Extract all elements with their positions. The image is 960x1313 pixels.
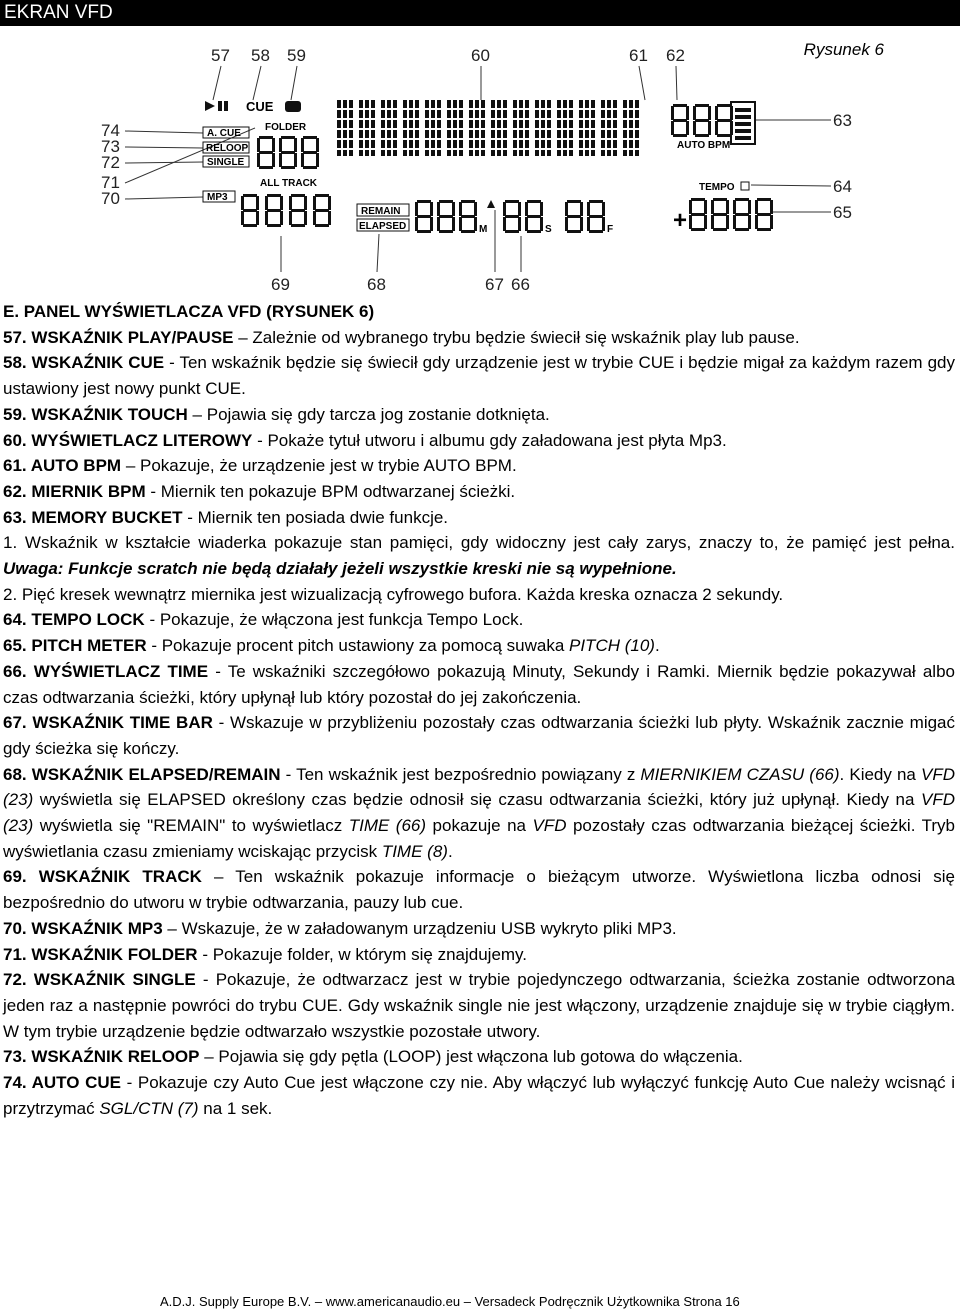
callout-68: 68 xyxy=(367,275,386,294)
callout-64: 64 xyxy=(833,177,852,196)
vfd-display-figure xyxy=(95,40,870,295)
item-71: 71. WSKAŹNIK FOLDER - Pokazuje folder, w którym się znajdujemy. xyxy=(3,944,528,964)
item-72: 72. WSKAŹNIK SINGLE - Pokazuje, że odtwarzacz jest w trybie pojedynczego odtwarzania, ścieżka zostanie odtworzona jeden raz a następnie powróci do trybu CUE. Gdy wskaźnik single nie jest włączony, urządzenie znajduje się w trybie ciągłym. W tym trybie urządzenie będzie odtwarzało wszystkie pozostałe utwory. xyxy=(3,970,955,1041)
item-57: 57. WSKAŹNIK PLAY/PAUSE – Zależnie od wybranego trybu będzie świecił się wskaźnik play lub pause. xyxy=(3,327,800,347)
frames-label: F xyxy=(607,224,614,235)
elapsed-indicator: ELAPSED xyxy=(359,221,407,232)
remain-indicator: REMAIN xyxy=(361,206,401,217)
callout-59: 59 xyxy=(287,46,306,65)
item-60: 60. WYŚWIETLACZ LITEROWY - Pokaże tytuł utworu i albumu gdy załadowana jest płyta Mp3. xyxy=(3,430,727,450)
tempo-indicator: TEMPO xyxy=(699,182,735,193)
scratch-warning: Uwaga: Funkcje scratch nie będą działały jeżeli wszystkie kreski nie są wypełnione. xyxy=(3,559,677,579)
auto-bpm-indicator: AUTO BPM xyxy=(677,140,731,151)
callouts-right xyxy=(751,111,852,222)
callout-58: 58 xyxy=(251,46,270,65)
callout-61: 61 xyxy=(629,46,648,65)
item-74: 74. AUTO CUE - Pokazuje czy Auto Cue jest włączone czy nie. Aby włączyć lub wyłączyć funkcję Auto Cue należy wcisnąć i przytrzymać SGL/CTN (7) na 1 sek. xyxy=(3,1073,956,1118)
pause-icon xyxy=(218,101,222,111)
item-65: 65. PITCH METER - Pokazuje procent pitch ustawiony za pomocą suwaka PITCH (10). xyxy=(3,636,660,656)
document-body xyxy=(3,299,955,1122)
section-header-bar: EKRAN VFD xyxy=(0,0,960,26)
callout-71: 71 xyxy=(101,173,120,192)
seconds-label: S xyxy=(545,224,552,235)
callout-60: 60 xyxy=(471,46,490,65)
time-display xyxy=(415,200,613,235)
tempo-lock-icon xyxy=(741,182,749,190)
callout-65: 65 xyxy=(833,203,852,222)
page-footer: A.D.J. Supply Europe B.V. – www.americanaudio.eu – Versadeck Podręcznik Użytkownika Strona 16 xyxy=(160,1294,740,1309)
item-62: 62. MIERNIK BPM - Miernik ten pokazuje BPM odtwarzanej ścieżki. xyxy=(3,481,516,501)
mp3-indicator: MP3 xyxy=(207,192,228,203)
item-64: 64. TEMPO LOCK - Pokazuje, że włączona jest funkcja Tempo Lock. xyxy=(3,610,524,630)
figure-caption: Rysunek 6 xyxy=(803,40,884,59)
item-67: 67. WSKAŹNIK TIME BAR - Wskazuje w przybliżeniu pozostały czas odtwarzania ścieżki lub płyty. Wskaźnik zacznie migać gdy ścieżka się kończy. xyxy=(3,713,956,758)
item-68: 68. WSKAŹNIK ELAPSED/REMAIN - Ten wskaźnik jest bezpośrednio powiązany z MIERNIKIEM CZASU (66). Kiedy na VFD (23) wyświetla się ELAPSED określony czas będzie odnosił się czasu odtwarzania ścieżki, który już upłynął. Kiedy na VFD (23) wyświetla się "REMAIN" to wyświetlacz TIME (66) pokazuje na VFD pozostały czas odtwarzania bieżącej ścieżki. Tryb wyświetlania czasu zmieniamy wciskając przycisk TIME (8). xyxy=(3,764,955,861)
item-63-sub-1: 1. Wskaźnik w kształcie wiaderka pokazuje stan pamięci, gdy widoczny jest cały zarys, znaczy to, że pamięć jest pełna. Uwaga: Funkcje scratch nie będą działały jeżeli wszystkie kreski nie są wypełnione. xyxy=(3,533,955,579)
item-73: 73. WSKAŹNIK RELOOP – Pojawia się gdy pętla (LOOP) jest włączona lub gotowa do włączenia. xyxy=(3,1047,743,1067)
all-track-indicator: ALL TRACK xyxy=(260,178,318,189)
callout-73: 73 xyxy=(101,137,120,156)
pitch-sign: + xyxy=(673,207,688,234)
callouts-top xyxy=(211,46,685,100)
item-69: 69. WSKAŹNIK TRACK – Ten wskaźnik pokazuje informacje o bieżącym utworze. Wyświetlona liczba odnosi się bezpośrednio do utworu w trybie odtwarzania, pauzy lub cue. xyxy=(3,867,955,913)
a-cue-indicator: A. CUE xyxy=(207,128,241,139)
section-title: E. PANEL WYŚWIETLACZA VFD (RYSUNEK 6) xyxy=(3,302,375,321)
cue-indicator: CUE xyxy=(246,99,274,114)
item-61: 61. AUTO BPM – Pokazuje, że urządzenie jest w trybie AUTO BPM. xyxy=(3,456,517,476)
callout-57: 57 xyxy=(211,46,230,65)
callout-66: 66 xyxy=(511,275,530,294)
minutes-label: M xyxy=(479,224,488,235)
folder-indicator: FOLDER xyxy=(265,122,307,133)
item-63: 63. MEMORY BUCKET - Miernik ten posiada dwie funkcje. xyxy=(3,507,449,527)
single-indicator: SINGLE xyxy=(207,157,245,168)
callout-67: 67 xyxy=(485,275,504,294)
callout-69: 69 xyxy=(271,275,290,294)
item-66: 66. WYŚWIETLACZ TIME - Te wskaźniki szczegółowo pokazują Minuty, Sekundy i Ramki. Miernik będzie pokazywał albo czas odtwarzania ścieżki, który upłynął lub który pozostał do jej zakończenia. xyxy=(3,661,955,707)
item-63-sub-2: 2. Pięć kresek wewnątrz miernika jest wizualizacją cyfrowego bufora. Każda kreska oznacza 2 sekundy. xyxy=(3,584,784,604)
item-70: 70. WSKAŹNIK MP3 – Wskazuje, że w załadowanym urządzeniu USB wykryto pliki MP3. xyxy=(3,918,677,938)
callout-62: 62 xyxy=(666,46,685,65)
reloop-indicator: RELOOP xyxy=(206,143,249,154)
touch-hand-icon xyxy=(285,101,301,112)
callout-72: 72 xyxy=(101,153,120,172)
item-59: 59. WSKAŹNIK TOUCH – Pojawia się gdy tarcza jog zostanie dotknięta. xyxy=(3,404,550,424)
character-display xyxy=(337,100,639,156)
memory-bucket-meter xyxy=(731,102,755,144)
callout-70: 70 xyxy=(101,189,120,208)
callout-63: 63 xyxy=(833,111,852,130)
item-58: 58. WSKAŹNIK CUE - Ten wskaźnik będzie się świecił gdy urządzenie jest w trybie CUE i będzie migał za każdym razem gdy ustawiony jest nowy punkt CUE. xyxy=(3,353,955,399)
time-bar-marker xyxy=(487,200,495,208)
callout-74: 74 xyxy=(101,121,120,140)
play-icon xyxy=(205,101,215,111)
